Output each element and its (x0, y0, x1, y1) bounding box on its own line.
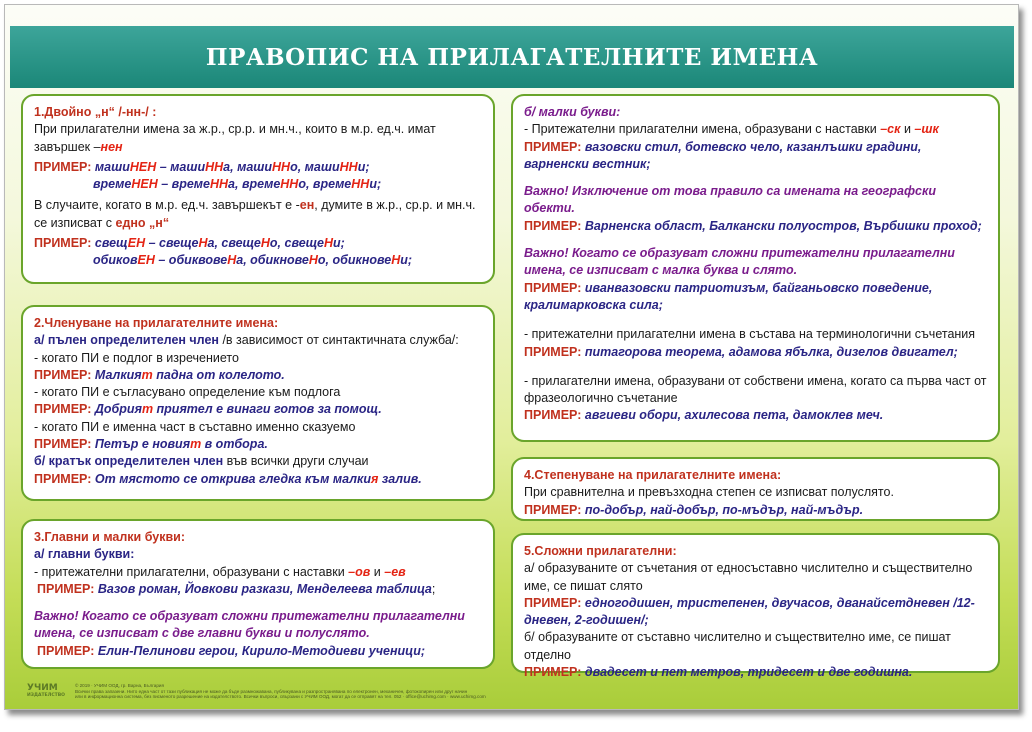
section-heading: 4.Степенуване на прилагателните имена: (524, 468, 782, 482)
rule-text: - притежателни прилагателни имена в състава на терминологични съчетания (524, 327, 976, 342)
example-line: ПРИМЕР: Вазов роман, Йовкови разкази, Менделеева таблица; (37, 581, 436, 596)
example-text: времеНЕН – времеННа, времеННо, времеННи; (93, 177, 382, 192)
title-banner (10, 26, 1014, 88)
rule-text: - прилагателни имена, образувани от собствени имена, когато са първа част от фразеологично съчетание (524, 373, 987, 406)
rule-text: В случаите, когато в м.р. ед.ч. завършекът е -ен, думите в ж.р., ср.р. и мн.ч. се изписват с едно „н“ (34, 198, 476, 230)
important-note: Важно! Когато се образуват сложни притежателни прилагателни имена, се изписват с две главни букви и полуслято. (34, 609, 465, 641)
example-text: свещЕН – свещеНа, свещеНо, свещеНи; (94, 236, 345, 251)
section-heading: 5.Сложни прилагателни: (524, 544, 677, 558)
example-text: обиковЕН – обиквовеНа, обикновеНо, обикновеНи; (93, 253, 413, 268)
rule-text: - когато ПИ е именна част в съставно именно сказуемо (34, 419, 356, 434)
example-line: ПРИМЕР: по-добър, най-добър, по-мъдър, най-мъдър. (524, 502, 864, 517)
rule-text: - притежателни прилагателни, образувани с наставки –ов и –ев (34, 564, 406, 579)
example-line: ПРИМЕР: свещЕН – свещеНа, свещеНо, свещеНи; (34, 236, 345, 251)
example-line: ПРИМЕР: едногодишен, тристепенен, двучасов, дванайсетдневен /12-дневен, 2-годишен/; (524, 595, 975, 628)
important-note: Важно! Изключение от това правило са имената на географски обекти. (524, 184, 936, 216)
example-line: ПРИМЕР: Добрият приятел е винаги готов за помощ. (34, 402, 382, 417)
section-heading: 2.Членуване на прилагателните имена: (34, 316, 279, 330)
rule-text: б/ кратък определителен член във всички други случаи (34, 454, 369, 469)
subheading: а/ главни букви: (34, 547, 135, 562)
section-compound (511, 533, 1000, 680)
example-line: ПРИМЕР: вазовски стил, ботевско чело, казанлъшки градини, варненски вестник; (524, 139, 922, 171)
publisher-logo: УЧИМ ИЗДАТЕЛСТВО (27, 683, 65, 698)
section-double-n (21, 94, 495, 284)
example-line: ПРИМЕР: Елин-Пелинови герои, Кирило-Методиеви ученици; (37, 643, 426, 658)
rule-text: При сравнителна и превъзходна степен се изписват полуслято. (524, 485, 894, 500)
rule-text: а/ пълен определителен член /в зависимост от синтактичната служба/: (34, 333, 459, 348)
example-line: ПРИМЕР: Варненска област, Балкански полуостров, Върбишки проход; (524, 218, 982, 233)
example-line: ПРИМЕР: авгиеви обори, ахилесова пета, дамоклев меч. (524, 408, 884, 423)
rule-text: б/ образуваните от съставно числително и съществително име, се пишат отделно (524, 630, 951, 662)
page-title: ПРАВОПИС НА ПРИЛАГАТЕЛНИТЕ ИМЕНА (205, 43, 819, 71)
section-capitals (21, 519, 495, 669)
rule-text: - когато ПИ е подлог в изречението (34, 350, 239, 365)
example-line: ПРИМЕР: питагорова теорема, адамова ябълка, дизелов двигател; (524, 344, 958, 359)
rule-text: При прилагателни имена за ж.р., ср.р. и мн.ч., които в м.р. ед.ч. имат завършек –нен (34, 122, 436, 154)
example-line: ПРИМЕР: Петър е новият в отбора. (34, 437, 268, 452)
example-line: ПРИМЕР: двадесет и пет метров, тридесет и две годишна. (524, 665, 913, 680)
example-line: ПРИМЕР: Малкият падна от колелото. (34, 367, 285, 382)
example-line: ПРИМЕР: От мястото се открива гледка към малкия залив. (34, 471, 422, 486)
important-note: Важно! Когато се образуват сложни притежателни прилагателни имена, се изписват с малка буква и слято. (524, 246, 955, 278)
rule-text: - когато ПИ е съгласувано определение към подлога (34, 385, 341, 400)
section-comparison (511, 457, 1000, 521)
rule-text: а/ образуваните от съчетания от едносъставно числително и съществително име, се пишат слято (524, 561, 973, 593)
section-articles (21, 305, 495, 501)
subheading: б/ малки букви: (524, 105, 621, 119)
rule-text: - Притежателни прилагателни имена, образувани с наставки –ск и –шк (524, 122, 939, 137)
copyright-text: © 2019 · УЧИМ ООД, гр. Варна, България Всички права запазени. Нито една част от тази публикация не може да бъде размножавана, публикувана и разпространявана по електронен, механичен, фотокопирен или друг начин или в информационна система, без писменото разрешение на издателството. Всички въпроси, свързани с УЧИМ ООД, могат да се отправят на тел. 052 · office@uchimg.com · www.uchimg.com (74, 683, 486, 699)
example-line: ПРИМЕР: машиНЕН – машиННа, машиННо, машиННи; (34, 159, 370, 174)
section-heading: 3.Главни и малки букви: (34, 530, 186, 544)
poster (4, 4, 1019, 710)
section-lowercase (511, 94, 1000, 442)
example-text: машиНЕН – машиННа, машиННо, машиННи; (94, 159, 370, 174)
footer (27, 683, 487, 705)
example-line: ПРИМЕР: иванвазовски патриотизъм, байганьовско поведение, кралимарковска сила; (524, 280, 933, 312)
section-heading: 1.Двойно „н“ /-нн-/ : (34, 105, 157, 119)
